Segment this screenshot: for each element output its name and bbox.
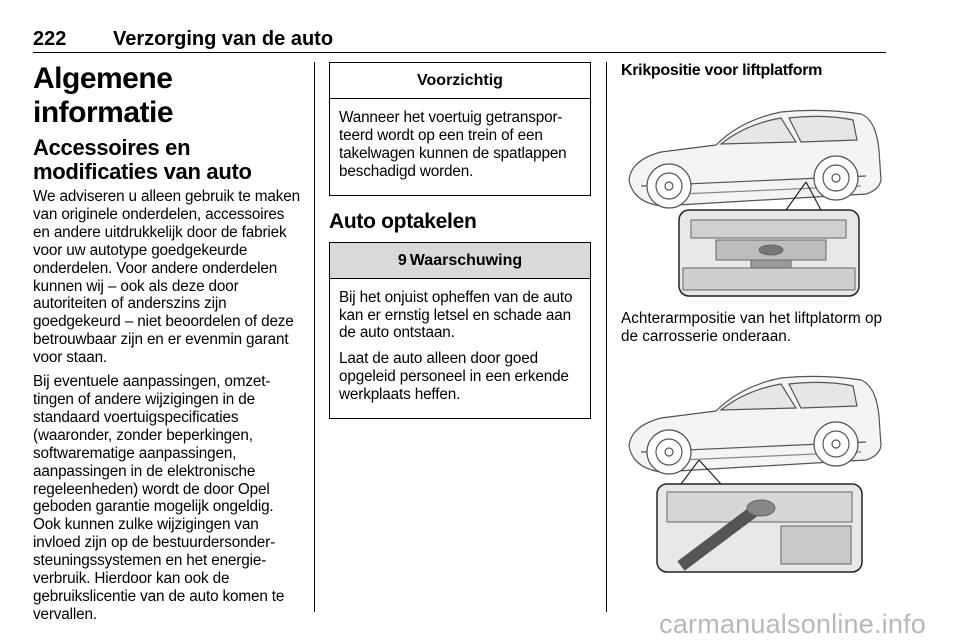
warning-icon: 9 <box>397 251 407 269</box>
page-number: 222 <box>33 28 67 50</box>
warning-text: Laat de auto alleen door goed opgeleid personeel in een erkende werkplaats heffen. <box>339 350 569 404</box>
figure-title: Krikpositie voor liftplatform <box>621 62 823 79</box>
watermark: carmanualsonline.info <box>659 609 926 639</box>
subsection-title: Accessoires en modificaties van auto <box>33 135 252 184</box>
paragraph: We adviseren u alleen gebruik te maken van originele onderdelen, accessoires en andere uitdrukkelijk door de fabriek voor uw autotype goedgekeurde onderdelen. Voor andere onderdelen kunnen wij – ook als deze door autoriteiten of anderszins zijn goedgekeurd – niet beoordelen of deze betrouwbaar zijn en er evenmin garant voor staan. <box>33 188 300 367</box>
car-lift-point-front-illustration <box>621 90 886 300</box>
warning-box <box>329 242 591 419</box>
warning-text: Bij het onjuist opheffen van de auto kan er ernstig letsel en schade aan de auto ontstaan. <box>339 288 573 342</box>
warning-title: Waarschuwing <box>409 251 523 269</box>
page-header <box>33 26 886 53</box>
caution-box <box>329 62 591 196</box>
column-divider <box>606 62 607 612</box>
chapter-title: Verzorging van de auto <box>113 28 334 50</box>
column-left <box>33 62 301 630</box>
column-right <box>621 62 886 576</box>
figure-caption: Achterarmpositie van het liftplatorm op de carrosserie onderaan. <box>621 310 883 345</box>
section-title: Algemene informatie <box>33 62 174 129</box>
warning-header <box>330 243 590 279</box>
caution-title: Voorzichtig <box>330 63 590 99</box>
column-divider <box>314 62 315 612</box>
paragraph: Bij eventuele aanpassingen, omzettingen of andere wijzigingen in de standaard voertuigspecificaties (waaronder, zonder beperkingen, softwarematige aanpassingen, aanpassingen in de elektronische regeleenheden) wordt de door Opel geboden garantie mogelijk ongeldig. Ook kunnen zulke wijzigingen van invloed zijn op de bestuurdersondersteuningssystemen en het energieverbruik. Hierdoor kan ook de gebruikslicentie van de auto komen te vervallen. <box>33 373 285 623</box>
column-middle <box>329 62 591 433</box>
caution-text: Wanneer het voertuig getransporteerd wordt op een trein of een takelwagen kunnen de spatlappen beschadigd worden. <box>339 109 567 180</box>
car-lift-point-rear-illustration <box>621 356 886 576</box>
section-title: Auto optakelen <box>329 209 477 233</box>
